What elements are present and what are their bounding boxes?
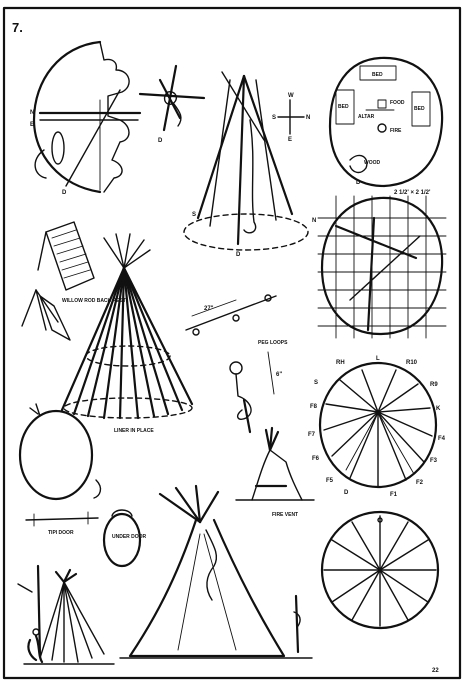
tie-label-d: D xyxy=(158,138,163,144)
liner-caption: LINER IN PLACE xyxy=(114,428,154,434)
door-caption: TIPI DOOR xyxy=(48,530,74,536)
pole-label-rh: RH xyxy=(336,360,345,366)
compass-label-n: N xyxy=(306,115,311,121)
plan-fire: FIRE xyxy=(390,128,402,134)
setup-label-s: S xyxy=(192,212,197,218)
plan-bed-right: BED xyxy=(414,106,425,112)
plan-bed-left: BED xyxy=(338,104,349,110)
pole-label-f5: F5 xyxy=(326,478,334,484)
pole-label-r10: R10 xyxy=(406,360,418,366)
tripod-tie-diagram xyxy=(140,66,204,144)
pole-label-f7: F7 xyxy=(308,432,316,438)
pole-label-r9: R9 xyxy=(430,382,438,388)
cover-label-d: D xyxy=(62,190,67,196)
pole-label-d: D xyxy=(344,490,349,496)
grid-size-label: 2 1/2' × 2 1/2' xyxy=(394,190,431,196)
compass-label-s: S xyxy=(272,115,277,121)
plate-number: 7. xyxy=(12,20,23,35)
setup-label-d: D xyxy=(236,252,241,258)
bag-caption: UNDER DOOR xyxy=(112,534,147,540)
plan-bed-top: BED xyxy=(372,72,383,78)
cover-label-e: E xyxy=(30,122,35,128)
cover-layout-diagram xyxy=(30,42,140,196)
pole-label-f2: F2 xyxy=(416,480,424,486)
pole-label-s: S xyxy=(314,380,319,386)
fire-vent-caption: FIRE VENT xyxy=(272,512,299,518)
pole-label-f1: F1 xyxy=(390,492,398,498)
cover-label-n: N xyxy=(30,110,35,116)
peg-loops-caption: PEG LOOPS xyxy=(258,340,288,346)
pole-label-f6: F6 xyxy=(312,456,320,462)
plan-wood: WOOD xyxy=(364,160,381,166)
pole-label-l: L xyxy=(376,356,380,362)
peg-dim-1: 27" xyxy=(204,306,214,312)
tipi-door-diagram xyxy=(20,404,100,536)
backrest-caption: WILLOW ROD BACK REST xyxy=(62,298,126,304)
pole-label-f8: F8 xyxy=(310,404,318,410)
plan-food: FOOD xyxy=(390,100,405,106)
fire-vent-diagram xyxy=(236,428,314,518)
setup-label-n: N xyxy=(312,218,317,224)
grid-plan-diagram xyxy=(318,190,446,338)
small-tipi-diagram xyxy=(18,566,114,664)
peg-dim-2: 6" xyxy=(276,372,283,378)
compass-label-w: W xyxy=(288,93,294,99)
compass-label-e: E xyxy=(288,137,293,143)
pole-label-k: K xyxy=(436,406,441,412)
tripod-setup-diagram xyxy=(184,72,316,258)
pole-order-diagram xyxy=(308,356,446,498)
pole-label-f4: F4 xyxy=(438,436,446,442)
bag-diagram xyxy=(104,510,147,566)
compass-rose xyxy=(272,93,310,143)
pole-label-f3: F3 xyxy=(430,458,438,464)
plan-label-d: D xyxy=(356,180,361,186)
page-number: 22 xyxy=(432,668,439,674)
floor-plan-diagram xyxy=(330,58,442,186)
cover-ring-diagram xyxy=(322,512,438,628)
plan-altar: ALTAR xyxy=(358,114,375,120)
peg-loops-diagram xyxy=(186,295,288,432)
